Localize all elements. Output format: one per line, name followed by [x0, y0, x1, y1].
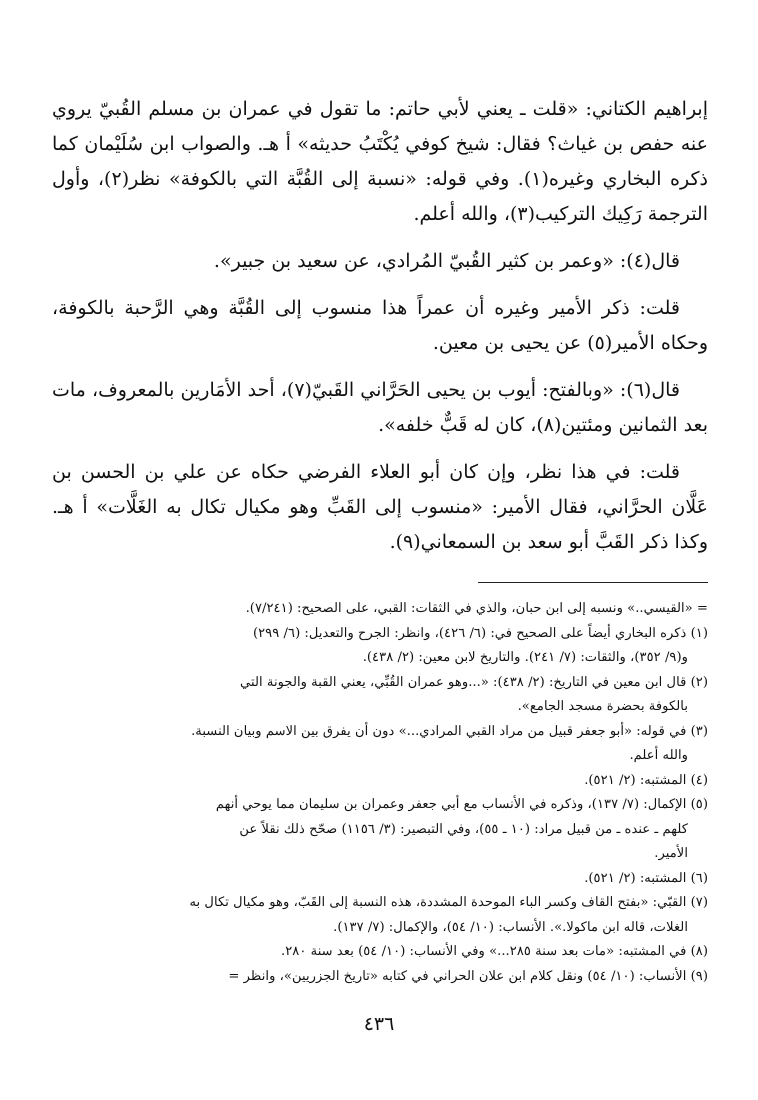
footnote-2-line-1: (٢) قال ابن معين في التاريخ: (٢/ ٤٣٨): «...وهو عمران القُبِّي، يعني القبة والجونة التي	[240, 674, 708, 690]
paragraph-1: إبراهيم الكتاني: «قلت ـ يعني لأبي حاتم: ما تقول في عمران بن مسلم القُبيّ يروي عنه حفص بن غياث؟ فقال: شيخ كوفي يُكْتَبُ حديثه» أ هـ. والصواب ابن سُلَيْمان كما ذكره البخاري وغيره(١). وفي قوله: «نسبة إلى القُبَّة التي بالكوفة» نظر(٢)، وأول الترجمة رَكِيك التركيب(٣)، والله أعلم.	[52, 98, 708, 225]
footnote-3-line-2: والله أعلم.	[629, 748, 688, 763]
footnote-separator	[478, 582, 708, 583]
footnote-2-line-2: بالكوفة بحضرة مسجد الجامع».	[517, 699, 688, 714]
footnote-5-line-2: كلهم ـ عنده ـ من قبيل مراد: (١٠ ـ ٥٥)، وفي التبصير: (٣/ ١١٥٦) صحّح ذلك نقلاً عن	[239, 821, 688, 837]
footnote-5-line-3: الأمير.	[654, 846, 688, 861]
main-text	[52, 92, 708, 560]
footnote-1-line-2: و(٩/ ٣٥٢)، والثقات: (٧/ ٢٤١). والتاريخ لابن معين: (٢/ ٤٣٨).	[362, 650, 688, 665]
paragraph-4: قال(٦): «وبالفتح: أيوب بن يحيى الحَرَّاني القَبيّ(٧)، أحد الأمَارين بالمعروف، مات بعد الثمانين ومئتين(٨)، كان له قَبٌّ خلفه».	[52, 379, 708, 436]
footnote-6: (٦) المشتبه: (٢/ ٥٢١).	[584, 870, 708, 886]
footnote-8: (٨) في المشتبه: «مات بعد سنة ٢٨٥...» وفي الأنساب: (١٠/ ٥٤) بعد سنة ٢٨٠.	[280, 944, 708, 959]
footnote-continuation: = «القيسي..» ونسبه إلى ابن حبان، والذي في الثقات: القبي، على الصحيح: (٧/٢٤١).	[245, 601, 708, 616]
footnote-7-line-2: الغلات، قاله ابن ماكولا.». الأنساب: (١٠/ ٥٤)، والإكمال: (٧/ ١٣٧).	[333, 919, 688, 935]
footnote-3-line-1: (٣) في قوله: «أبو جعفر قبيل من مراد القبي المرادي...» دون أن يفرق بين الاسم وبيان النسبة.	[191, 723, 708, 739]
footnote-1-line-1: (١) ذكره البخاري أيضاً على الصحيح في: (٦/ ٤٢٦)، وانظر: الجرح والتعديل: (٦/ ٢٩٩)	[252, 625, 708, 641]
footnote-9: (٩) الأنساب: (١٠/ ٥٤) ونقل كلام ابن علان الحراني في كتابه «تاريخ الجزريين»، وانظر =	[228, 968, 708, 984]
page-body	[52, 92, 708, 989]
paragraph-2: قال(٤): «وعمر بن كثير القُبيّ المُرادي، عن سعيد بن جبير».	[213, 250, 680, 272]
paragraph-5: قلت: في هذا نظر، وإن كان أبو العلاء الفرضي حكاه عن علي بن الحسن بن عَلَّان الحرَّاني، فقال الأمير: «منسوب إلى القَبِّ وهو مكيال تكال به الغَلَّات» أ هـ. وكذا ذكر القَبَّ أبو سعد بن السمعاني(٩).	[52, 461, 708, 553]
footnote-7-line-1: (٧) القبّي: «بفتح القاف وكسر الباء الموحدة المشددة، هذه النسبة إلى القَبّ، وهو مكيال تكال به	[189, 895, 708, 910]
page-number: ٤٣٦	[363, 1013, 395, 1035]
paragraph-3: قلت: ذكر الأمير وغيره أن عمراً هذا منسوب إلى القُبَّة وهي الرَّحبة بالكوفة، وحكاه الأمير(٥) عن يحيى بن معين.	[52, 297, 708, 354]
footnote-5-line-1: (٥) الإكمال: (٧/ ١٣٧)، وذكره في الأنساب مع أبي جعفر وعمران بن سليمان مما يوحي أنهم	[215, 797, 708, 812]
footnote-4: (٤) المشتبه: (٢/ ٥٢١).	[584, 772, 708, 788]
footnotes	[52, 597, 708, 989]
